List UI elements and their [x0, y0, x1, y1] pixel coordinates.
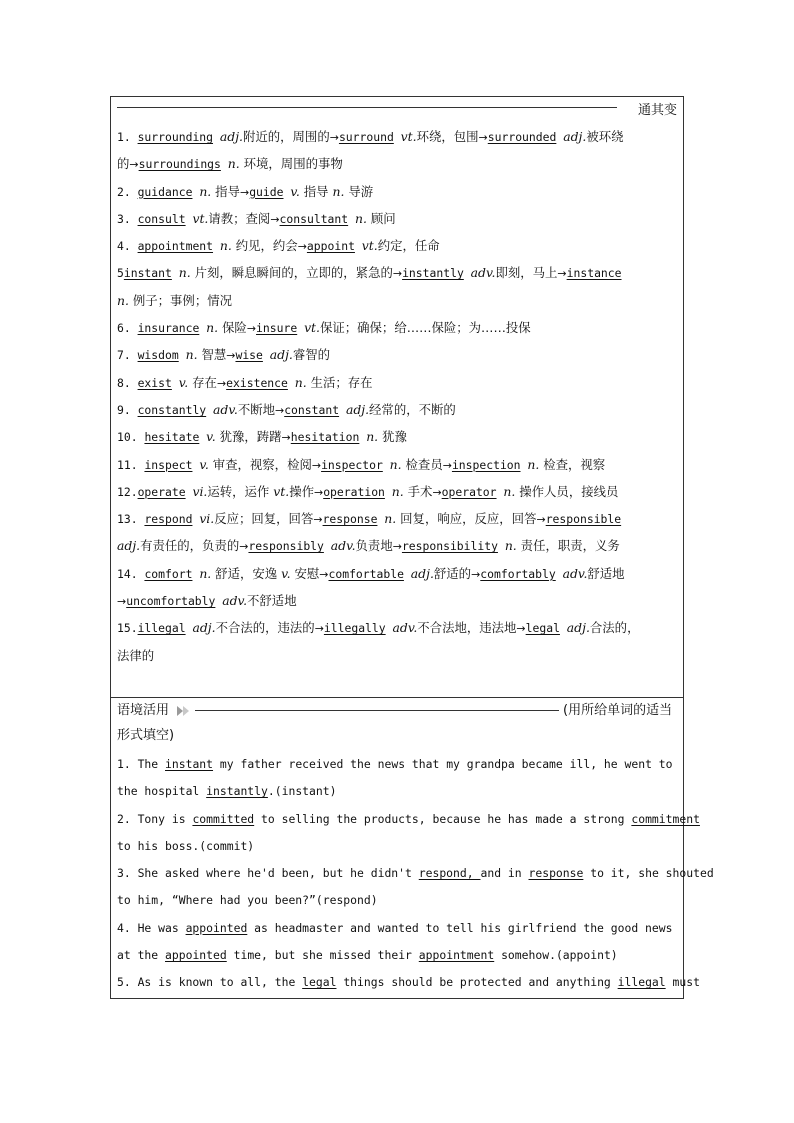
plain-text: [560, 621, 567, 635]
answer-word: constant: [284, 402, 340, 417]
answer-word: inspector: [321, 457, 383, 472]
word-family-list: [117, 123, 681, 669]
item-number: 11.: [117, 457, 145, 472]
definition-text: 智慧: [197, 347, 227, 363]
part-of-speech: adj.: [563, 129, 587, 144]
part-of-speech: n.: [206, 320, 219, 336]
plain-text: [263, 348, 270, 362]
plain-text: the hospital: [117, 784, 207, 799]
answer-word: surroundings: [138, 157, 221, 172]
plain-text: things should be protected and anything: [336, 975, 618, 990]
practice-note-cont: 形式填空): [117, 728, 175, 743]
definition-text: 审查，视察，检阅: [208, 456, 312, 472]
header-rule: [117, 107, 617, 108]
part-of-speech: vt.: [361, 238, 378, 254]
plain-text: [172, 376, 179, 390]
answer-word: response: [322, 512, 378, 527]
plain-text: [394, 130, 401, 144]
list-item: [117, 423, 681, 450]
answer-word: exist: [137, 375, 172, 390]
plain-text: [172, 266, 179, 280]
plain-text: 1. The: [117, 757, 166, 771]
arrow-icon: →: [516, 622, 526, 636]
list-item: [117, 969, 700, 996]
list-item: [117, 642, 681, 669]
arrow-icon: →: [392, 540, 402, 554]
plain-text: 5. As is known to all, the: [117, 975, 303, 990]
definition-text: 犹豫，踌躇: [215, 429, 282, 445]
part-of-speech: n.: [294, 374, 307, 390]
definition-text: 合法的，: [589, 620, 640, 636]
arrow-icon: →: [557, 267, 567, 281]
plain-text: [213, 130, 220, 144]
part-of-speech: vt.: [400, 129, 417, 144]
answer-word: constantly: [137, 402, 207, 417]
definition-text: 约见，约会: [231, 238, 298, 254]
part-of-speech: adj.: [566, 620, 590, 636]
answer-word: appointment: [418, 948, 495, 963]
definition-text: 有责任的，负责的: [140, 538, 240, 554]
definition-text: 舒适的: [433, 565, 472, 581]
list-item: [117, 314, 681, 341]
double-arrow-icon: [175, 703, 191, 719]
practice-list: [117, 751, 714, 997]
list-item: [117, 205, 681, 232]
definition-text: 指导: [211, 183, 240, 199]
arrow-icon: →: [216, 376, 227, 390]
part-of-speech: n.: [384, 511, 397, 527]
definition-text: 舒适，安逸: [211, 565, 282, 581]
definition-text: 附近的，周围的: [242, 129, 330, 144]
answer-word: insurance: [137, 321, 200, 336]
list-item: [117, 478, 681, 505]
list-item: [117, 369, 681, 396]
plain-text: [556, 567, 563, 581]
list-item: [117, 532, 681, 559]
arrow-icon: →: [274, 403, 285, 417]
definition-text: 即刻，马上: [495, 265, 558, 281]
part-of-speech: n.: [504, 538, 517, 554]
arrow-icon: →: [478, 131, 488, 144]
item-number: 12.: [117, 484, 138, 499]
answer-word: inspect: [144, 457, 193, 472]
arrow-icon: →: [226, 349, 236, 363]
plain-text: [339, 403, 346, 417]
arrow-icon: →: [329, 131, 339, 144]
plain-text: [324, 539, 331, 553]
part-of-speech: v.: [178, 374, 189, 390]
definition-text: 手术: [403, 483, 433, 499]
answer-word: responsible: [545, 512, 622, 527]
answer-word: operator: [441, 484, 497, 499]
plain-text: and in: [480, 866, 529, 881]
item-number: 4.: [117, 239, 138, 254]
list-item: [117, 587, 681, 614]
plain-text: [498, 539, 505, 553]
list-item: [117, 451, 681, 478]
part-of-speech: adv.: [562, 565, 588, 581]
list-item: [117, 806, 700, 833]
part-of-speech: adv.: [330, 538, 356, 554]
practice-header: [117, 697, 679, 725]
definition-text: 被环绕: [586, 129, 624, 144]
answer-word: inspection: [451, 457, 521, 472]
arrow-icon: →: [432, 485, 442, 499]
item-number: 5: [117, 266, 124, 281]
list-item: [117, 751, 679, 778]
arrow-icon: →: [313, 485, 324, 499]
answer-word: guidance: [137, 184, 193, 199]
answer-word: instantly: [206, 784, 268, 799]
answer-word: insure: [256, 321, 298, 336]
arrow-icon: →: [314, 622, 324, 636]
answer-word: respond: [144, 512, 193, 527]
answer-word: surrounded: [487, 130, 557, 144]
definition-text: 不合法地，违法地: [417, 620, 517, 636]
answer-word: existence: [226, 375, 288, 390]
part-of-speech: adv.: [392, 620, 418, 636]
part-of-speech: adj.: [219, 129, 243, 144]
definition-text: 导游: [344, 183, 374, 199]
plain-text: [179, 348, 186, 362]
answer-word: instant: [123, 266, 172, 281]
part-of-speech: vt.: [273, 483, 290, 499]
plain-text: [348, 212, 355, 226]
plain-text: to selling the products, because he has made a strong: [254, 811, 632, 826]
list-item: [117, 942, 679, 969]
part-of-speech: adj.: [117, 538, 141, 554]
arrow-icon: →: [239, 185, 250, 199]
part-of-speech: v.: [290, 183, 300, 199]
answer-word: hesitate: [144, 430, 200, 445]
answer-word: surround: [338, 130, 394, 144]
list-item: [117, 287, 681, 314]
part-of-speech: adj.: [345, 401, 370, 417]
item-number: 3.: [117, 211, 138, 226]
arrow-icon: →: [536, 513, 546, 527]
answer-word: guide: [249, 184, 284, 199]
item-number: 13.: [117, 512, 145, 527]
list-item: [117, 259, 681, 286]
definition-text: 指导: [299, 183, 333, 199]
definition-text: 运转，运作: [207, 483, 274, 499]
answer-word: appoint: [306, 239, 355, 254]
part-of-speech: adj.: [410, 565, 434, 581]
part-of-speech: vi.: [199, 511, 215, 527]
definition-text: 责任，职责，义务: [516, 538, 620, 554]
answer-word: legal: [302, 975, 337, 990]
definition-text: 检查，视察: [539, 456, 606, 472]
word-family-section: [111, 97, 683, 698]
answer-word: operate: [137, 484, 186, 499]
definition-text: 保证；确保；给……保险；为……投保: [319, 320, 531, 336]
part-of-speech: vi.: [192, 483, 208, 499]
item-number: 1.: [117, 130, 138, 144]
list-item: [117, 778, 679, 805]
part-of-speech: adj.: [192, 620, 216, 636]
plain-text: [355, 239, 362, 253]
arrow-icon: →: [281, 431, 291, 445]
plain-text: [386, 621, 393, 635]
answer-word: responsibility: [401, 539, 498, 554]
list-item: [117, 505, 681, 532]
arrow-icon: →: [392, 267, 403, 281]
arrow-icon: →: [471, 567, 481, 581]
arrow-icon: →: [239, 540, 249, 554]
part-of-speech: n.: [178, 265, 191, 281]
part-of-speech: v.: [206, 429, 216, 445]
plain-text: [383, 458, 390, 472]
part-of-speech: n.: [199, 565, 212, 581]
practice-header-rule: [195, 710, 559, 711]
item-number: 6.: [117, 321, 138, 336]
definition-text: 不舒适地: [247, 593, 297, 609]
definition-text: 犹豫: [378, 429, 407, 445]
definition-text: 安慰: [290, 565, 320, 581]
part-of-speech: n.: [391, 483, 404, 499]
answer-word: appointed: [185, 920, 248, 935]
plain-text: [404, 567, 411, 581]
section-title: 通其变: [637, 103, 677, 118]
item-number: 9.: [117, 402, 138, 417]
answer-word: appointed: [165, 948, 227, 963]
answer-word: illegal: [617, 975, 666, 990]
part-of-speech: v.: [199, 456, 209, 472]
plain-text: at the: [117, 948, 166, 963]
plain-text: [385, 485, 392, 499]
arrow-icon: →: [442, 458, 452, 472]
list-item: [117, 396, 681, 423]
part-of-speech: n.: [332, 183, 345, 199]
definition-text: 保险: [218, 320, 247, 336]
part-of-speech: adv.: [222, 593, 248, 609]
answer-word: instance: [566, 266, 622, 281]
plain-text: must: [665, 975, 700, 990]
arrow-icon: →: [246, 322, 257, 336]
part-of-speech: n.: [227, 156, 240, 172]
arrow-icon: →: [129, 158, 139, 172]
list-item: [117, 915, 679, 942]
answer-word: legal: [525, 621, 560, 636]
plain-text: as headmaster and wanted to tell his girlfriend the good news: [247, 920, 673, 935]
list-item: [117, 560, 681, 587]
answer-word: surrounding: [137, 130, 214, 144]
plain-text: .(instant): [267, 784, 337, 799]
definition-text: 生活；存在: [306, 374, 373, 390]
part-of-speech: n.: [389, 456, 402, 472]
answer-word: commitment: [631, 811, 700, 826]
practice-note: (用所给单词的适当: [563, 703, 673, 718]
part-of-speech: n.: [117, 292, 129, 308]
definition-text: 请教；查阅: [208, 210, 271, 226]
part-of-speech: n.: [185, 347, 198, 363]
vocab-table: [110, 96, 714, 999]
list-item: [117, 178, 681, 205]
arrow-icon: →: [270, 212, 280, 226]
definition-text: 睿智的: [292, 347, 331, 363]
plain-text: my father received the news that my grandpa became ill, he went to: [213, 757, 673, 771]
definition-text: 的: [117, 156, 130, 172]
answer-word: respond,: [418, 866, 481, 881]
plain-text: to it, she shouted: [583, 866, 714, 881]
answer-word: committed: [192, 811, 255, 826]
arrow-icon: →: [117, 595, 127, 609]
item-number: 7.: [117, 348, 138, 363]
list-item: [117, 860, 714, 887]
definition-text: 环境，周围的事物: [239, 156, 343, 172]
answer-word: consult: [137, 211, 186, 226]
list-item: [117, 887, 679, 914]
plain-text: [288, 376, 295, 390]
plain-text: [206, 403, 213, 417]
answer-word: wise: [235, 348, 263, 363]
arrow-icon: →: [311, 458, 322, 472]
plain-text: 3. She asked where he'd been, but he didn't: [117, 866, 419, 881]
part-of-speech: n.: [503, 483, 516, 499]
part-of-speech: adj.: [269, 347, 293, 363]
definition-text: 顾问: [366, 210, 396, 226]
definition-text: 例子；事例；情况: [128, 292, 232, 308]
definition-text: 存在: [188, 374, 217, 390]
answer-word: illegally: [323, 621, 386, 636]
answer-word: uncomfortably: [126, 594, 216, 609]
definition-text: 反应；回复，回答: [214, 511, 314, 527]
plain-text: [213, 239, 220, 253]
part-of-speech: vt.: [192, 210, 209, 226]
answer-word: response: [528, 866, 584, 881]
answer-word: illegal: [137, 621, 186, 636]
answer-word: consultant: [279, 211, 349, 226]
definition-text: 法律的: [117, 647, 155, 663]
answer-word: comfort: [144, 566, 193, 581]
answer-word: hesitation: [290, 430, 360, 445]
part-of-speech: adv.: [470, 265, 496, 281]
plain-text: [464, 266, 471, 280]
list-item: [117, 341, 681, 368]
part-of-speech: vt.: [304, 320, 320, 336]
part-of-speech: n.: [199, 183, 212, 199]
plain-text: to him, “Where had you been?”(respond): [117, 893, 378, 908]
answer-word: appointment: [137, 239, 214, 254]
arrow-icon: →: [313, 513, 323, 527]
definition-text: 检查员: [401, 456, 443, 472]
definition-text: 经常的，不断的: [369, 401, 456, 417]
arrow-icon: →: [297, 240, 307, 254]
part-of-speech: v.: [281, 565, 291, 581]
item-number: 14.: [117, 566, 145, 581]
item-number: 10.: [117, 430, 145, 445]
list-item: [117, 833, 679, 860]
list-item: [117, 614, 681, 641]
plain-text: 2. Tony is: [117, 811, 193, 826]
answer-word: wisdom: [137, 348, 179, 363]
answer-word: instantly: [402, 266, 464, 281]
definition-text: 舒适地: [587, 565, 625, 581]
plain-text: somehow.(appoint): [494, 948, 618, 963]
plain-text: 4. He was: [117, 920, 186, 935]
part-of-speech: n.: [527, 456, 540, 472]
answer-word: instant: [165, 757, 214, 771]
item-number: 2.: [117, 184, 138, 199]
answer-word: comfortable: [328, 566, 404, 581]
definition-text: 环绕，包围: [416, 129, 479, 144]
definition-text: 操作人员，接线员: [515, 483, 619, 499]
definition-text: 负责地: [355, 538, 393, 554]
practice-label: 语境活用: [117, 703, 170, 718]
list-item: [117, 232, 681, 259]
part-of-speech: n.: [219, 238, 232, 254]
definition-text: 不断地: [237, 401, 275, 417]
answer-word: operation: [323, 484, 385, 499]
item-number: 15.: [117, 621, 138, 636]
part-of-speech: adv.: [213, 401, 238, 417]
answer-word: responsibly: [248, 539, 324, 554]
plain-text: to his boss.(commit): [117, 838, 255, 853]
list-item: [117, 150, 681, 177]
definition-text: 片刻，瞬息瞬间的，立即的，紧急的: [190, 265, 393, 281]
section-header: [117, 97, 677, 119]
list-item: [117, 123, 681, 150]
answer-word: comfortably: [480, 566, 556, 581]
arrow-icon: →: [319, 567, 329, 581]
definition-text: 操作: [289, 483, 314, 499]
plain-text: time, but she missed their: [226, 948, 419, 963]
part-of-speech: n.: [366, 429, 379, 445]
definition-text: 回复，响应，反应，回答: [396, 511, 537, 527]
definition-text: 约定，任命: [377, 238, 440, 254]
item-number: 8.: [117, 375, 138, 390]
definition-text: 不合法的，违法的: [215, 620, 315, 636]
plain-text: [221, 157, 228, 171]
part-of-speech: n.: [354, 210, 367, 226]
